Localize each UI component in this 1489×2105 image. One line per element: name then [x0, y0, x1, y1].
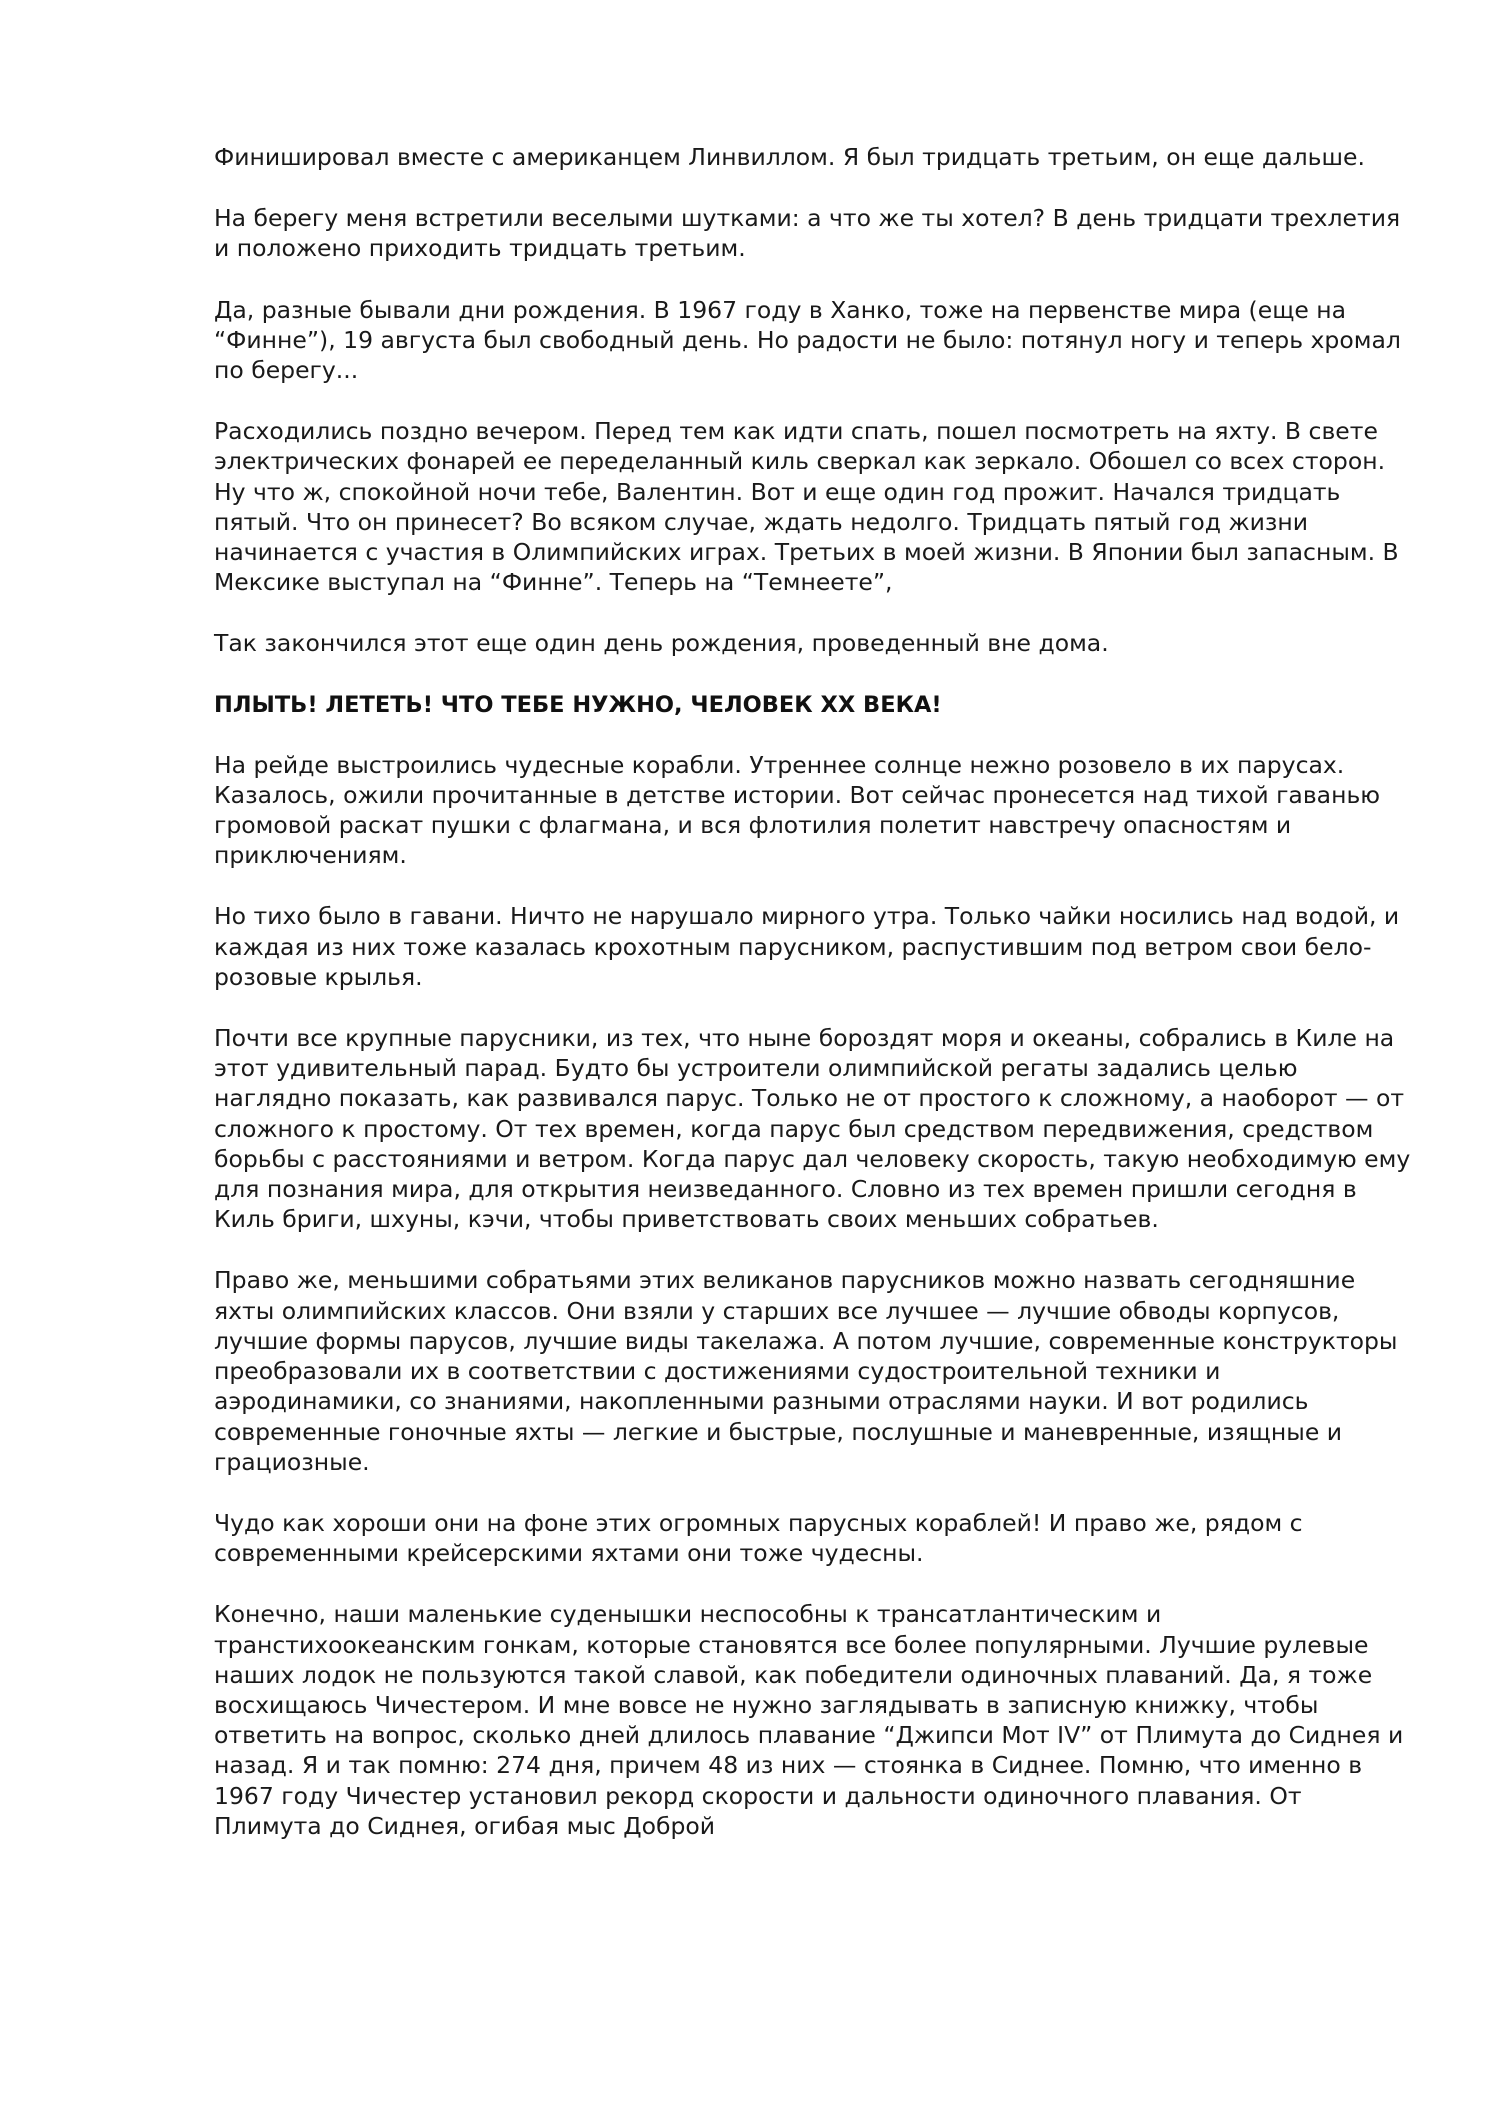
paragraph-evening: Расходились поздно вечером. Перед тем как идти спать, пошел посмотреть на яхту. В свете электрических фонарей ее переделанный киль сверкал как зеркало. Обошел со всех сторон. Ну что ж, спокойной ночи тебе, Валентин. Вот и еще один год прожит. Начался тридцать пятый. Что он принесет? Во всяком случае, ждать недолго. Тридцать пятый год жизни начинается с участия в Олимпийских играх. Третьих в моей жизни. В Японии был запасным. В Мексике выступал на “Финне”. Теперь на “Темнеете”, — [214, 417, 1399, 597]
paragraph-shore-jokes: На берегу меня встретили веселыми шутками: а что же ты хотел? В день тридцати трехлетия и положено приходить тридцать третьим. — [214, 204, 1401, 263]
paragraph-birthdays: Да, разные бывали дни рождения. В 1967 году в Ханко, тоже на первенстве мира (еще на “Финне”), 19 августа был свободный день. Но радости не было: потянул ногу и теперь хромал по берегу... — [214, 295, 1401, 385]
paragraph-birthday-end: Так закончился этот еще один день рождения, проведенный вне дома. — [214, 629, 1109, 658]
paragraph-olympic-yachts: Право же, меньшими собратьями этих великанов парусников можно назвать сегодняшние яхты олимпийских классов. Они взяли у старших все лучшее — лучшие обводы корпусов, лучшие формы парусов, лучшие виды такелажа. А потом лучшие, современные конструкторы преобразовали их в соответствии с достижениями судостроительной техники и аэродинамики, со знаниями, накопленными разными отраслями науки. И вот родились современные гоночные яхты — легкие и быстрые, послушные и маневренные, изящные и грациозные. — [214, 1266, 1398, 1476]
paragraph-quiet-harbor: Но тихо было в гавани. Ничто не нарушало мирного утра. Только чайки носились над водой, и каждая из них тоже казалась крохотным парусником, распустившим под ветром свои бело-розовые крылья. — [214, 902, 1400, 991]
paragraph-roadstead: На рейде выстроились чудесные корабли. Утреннее солнце нежно розовело в их парусах. Казалось, ожили прочитанные в детстве истории. Вот сейчас пронесется над тихой гаванью громовой раскат пушки с флагмана, и вся флотилия полетит навстречу опасностям и приключениям. — [214, 750, 1381, 870]
paragraph-sailing-ships: Почти все крупные парусники, из тех, что ныне бороздят моря и океаны, собрались в Киле на этот удивительный парад. Будто бы устроители олимпийской регаты задались целью наглядно показать, как развивался парус. Только не от простого к сложному, а наоборот — от сложного к простому. От тех времен, когда парус был средством передвижения, средством борьбы с расстояниями и ветром. Когда парус дал человеку скорость, такую необходимую ему для познания мира, для открытия неизведанного. Словно из тех времен пришли сегодня в Киль бриги, шхуны, кэчи, чтобы приветствовать своих меньших собратьев. — [214, 1024, 1411, 1234]
paragraph-finish: Финишировал вместе с американцем Линвиллом. Я был тридцать третьим, он еще дальше. — [214, 143, 1365, 171]
section-heading: ПЛЫТЬ! ЛЕТЕТЬ! ЧТО ТЕБЕ НУЖНО, ЧЕЛОВЕК XX ВЕКА! — [214, 691, 942, 718]
paragraph-wonderful: Чудо как хороши они на фоне этих огромных парусных кораблей! И право же, рядом с современными крейсерскими яхтами они тоже чудесны. — [214, 1508, 1303, 1568]
document-body — [214, 142, 1414, 1872]
paragraph-chichester: Конечно, наши маленькие суденышки неспособны к трансатлантическим и транстихоокеанским гонкам, которые становятся все более популярными. Лучшие рулевые наших лодок не пользуются такой славой, как победители одиночных плаваний. Да, я тоже восхищаюсь Чичестером. И мне вовсе не нужно заглядывать в записную книжку, чтобы ответить на вопрос, сколько дней длилось плавание “Джипси Мот IV” от Плимута до Сиднея и назад. Я и так помню: 274 дня, причем 48 из них — стоянка в Сиднее. Помню, что именно в 1967 году Чичестер установил рекорд скорости и дальности одиночного плавания. От Плимута до Сиднея, огибая мыс Доброй — [214, 1600, 1404, 1840]
